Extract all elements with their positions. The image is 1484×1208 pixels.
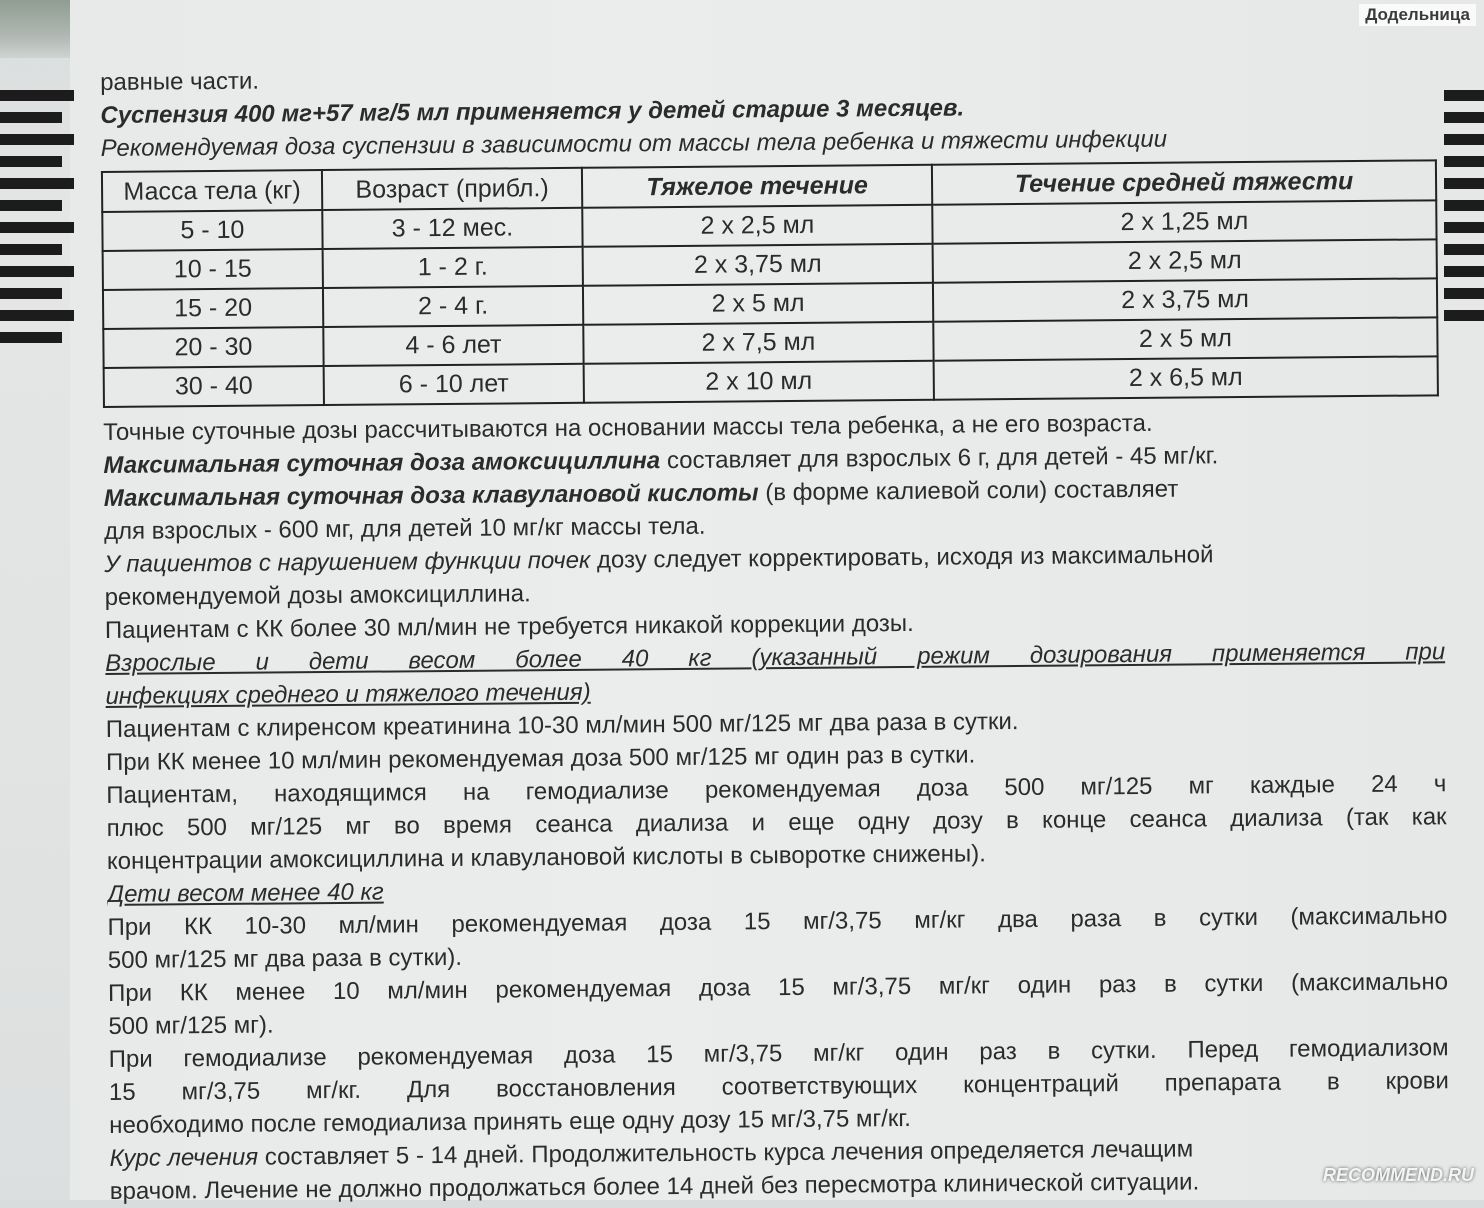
cell-moderate: 2 х 6,5 мл — [934, 356, 1438, 399]
subheading-children: Дети весом менее 40 кг — [107, 878, 384, 908]
text: дозу следует корректировать, исходя из максимальной — [590, 541, 1214, 574]
dosage-table — [101, 159, 1439, 408]
cell-age: 6 - 10 лет — [324, 364, 584, 405]
cell-weight: 5 - 10 — [102, 210, 322, 251]
paragraph: При КК 10-30 мл/мин рекомендуемая доза 15 мг/3,75 мг/кг два раза в сутки (максимально — [107, 902, 1448, 941]
cell-severe: 2 х 5 мл — [583, 283, 933, 325]
paragraph: концентрации амоксициллина и клавулановой кислоты в сыворотке снижены). — [106, 840, 986, 875]
text: составляет 5 - 14 дней. Продолжительность курса лечения определяется лечащим — [257, 1135, 1194, 1171]
paragraph: 500 мг/125 мг два раза в сутки). — [107, 943, 463, 974]
paragraph: врачом. Лечение не должно продолжаться более 14 дней без пересмотра клинической ситуации. — [109, 1168, 1200, 1205]
term-course: Курс лечения — [109, 1143, 259, 1172]
cell-age: 2 - 4 г. — [323, 286, 583, 327]
header-age: Возраст (прибл.) — [322, 168, 582, 210]
cell-age: 1 - 2 г. — [323, 247, 583, 288]
header-severe: Тяжелое течение — [582, 165, 932, 208]
paragraph: При КК менее 10 мл/мин рекомендуемая доза 15 мг/3,75 мг/кг один раз в сутки (максимально — [107, 968, 1449, 1007]
paragraph: Пациентам, находящимся на гемодиализе рекомендуемая доза 500 мг/125 мг каждые 24 ч — [106, 770, 1447, 809]
cell-severe: 2 х 2,5 мл — [582, 205, 932, 247]
suspension-heading: Суспензия 400 мг+57 мг/5 мл применяется у детей старше 3 месяцев. — [100, 94, 965, 129]
header-weight: Масса тела (кг) — [102, 170, 322, 212]
paragraph: плюс 500 мг/125 мг во время сеанса диализа и еще одну дозу в конце сеанса диализа (так как — [106, 803, 1447, 842]
text-line: равные части. — [100, 67, 260, 96]
paragraph: 15 мг/3,75 мг/кг. Для восстановления соответствующих концентраций препарата в крови — [108, 1067, 1450, 1106]
paragraph: Пациентам с клиренсом креатинина 10-30 мл/мин 500 мг/125 мг два раза в сутки. — [105, 708, 1019, 743]
subheading-adults-cont: инфекциях среднего и тяжелого течения) — [105, 678, 591, 710]
term-renal: У пациентов с нарушением функции почек — [104, 546, 591, 578]
paragraph: Пациентам с КК более 30 мл/мин не требуется никакой коррекции дозы. — [104, 609, 914, 644]
paragraph: рекомендуемой дозы амоксициллина. — [104, 580, 531, 611]
text: составляет для взрослых 6 г, для детей - 45 мг/кг. — [660, 442, 1219, 475]
site-watermark: RECOMMEND.RU — [1323, 1165, 1474, 1185]
paragraph: При КК менее 10 мл/мин рекомендуемая доза 500 мг/125 мг один раз в сутки. — [105, 741, 976, 776]
cell-moderate: 2 х 5 мл — [933, 317, 1437, 360]
paragraph: При гемодиализе рекомендуемая доза 15 мг/3,75 мг/кг один раз в сутки. Перед гемодиализом — [108, 1034, 1449, 1073]
text: (в форме калиевой соли) составляет — [758, 475, 1179, 507]
cell-moderate: 2 х 2,5 мл — [933, 239, 1437, 282]
paragraph: для взрослых - 600 мг, для детей 10 мг/кг массы тела. — [103, 512, 706, 545]
cell-age: 4 - 6 лет — [323, 325, 583, 366]
paragraph: необходимо после гемодиализа принять еще одну дозу 15 мг/3,75 мг/кг. — [109, 1104, 911, 1139]
cell-severe: 2 х 10 мл — [584, 361, 934, 403]
cell-weight: 10 - 15 — [103, 249, 323, 290]
paragraph: 500 мг/125 мг). — [108, 1011, 274, 1040]
cell-severe: 2 х 3,75 мл — [583, 244, 933, 286]
term-max-amoxicillin: Максимальная суточная доза амоксициллина — [103, 447, 661, 479]
subheading-adults: Взрослые и дети весом более 40 кг (указанный режим дозирования применяется при — [105, 638, 1446, 677]
author-watermark: Додельница — [1359, 4, 1476, 26]
table-caption: Рекомендуемая доза суспензии в зависимости от массы тела ребенка и тяжести инфекции — [100, 125, 1168, 162]
cell-moderate: 2 х 1,25 мл — [932, 200, 1436, 243]
term-max-clavulanic: Максимальная суточная доза клавулановой кислоты — [103, 479, 759, 512]
cell-moderate: 2 х 3,75 мл — [933, 278, 1437, 321]
cell-weight: 30 - 40 — [104, 366, 324, 407]
header-moderate: Течение средней тяжести — [932, 160, 1436, 204]
left-margin-marks — [0, 90, 74, 354]
cell-weight: 20 - 30 — [103, 327, 323, 368]
cell-age: 3 - 12 мес. — [322, 208, 582, 249]
right-margin-marks — [1444, 90, 1484, 332]
cell-severe: 2 х 7,5 мл — [583, 322, 933, 364]
cell-weight: 15 - 20 — [103, 288, 323, 329]
paragraph: Точные суточные дозы рассчитываются на основании массы тела ребенка, а не его возраста. — [103, 409, 1153, 446]
document-body — [100, 54, 1450, 1208]
